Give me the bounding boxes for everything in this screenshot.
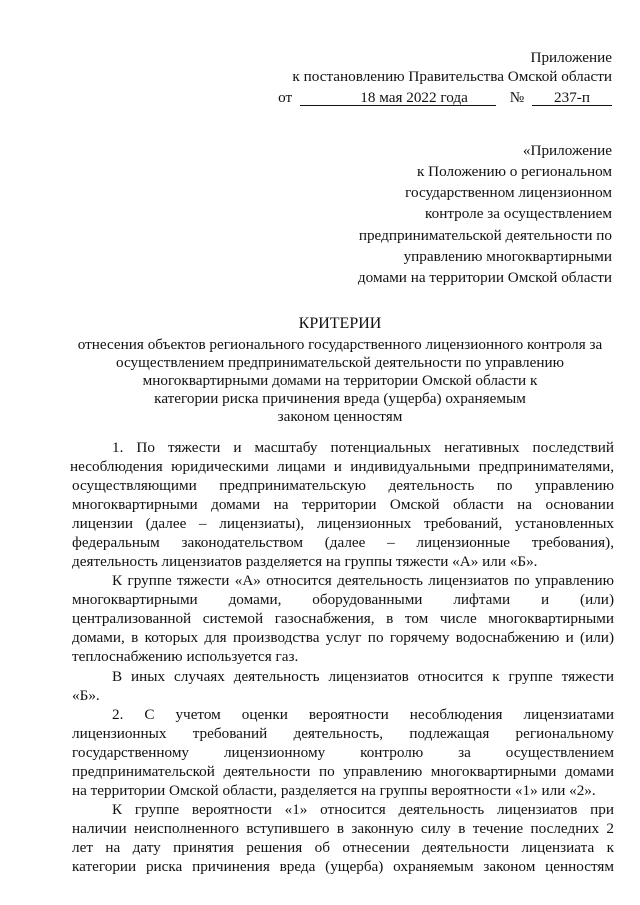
annex-line: домами на территории Омской области bbox=[357, 269, 612, 286]
text-line: лицензии (далее – лицензиаты), лицензионных требований, установленных bbox=[72, 515, 614, 532]
paragraph-4 bbox=[72, 705, 614, 800]
title-line: осуществлением предпринимательской деятельности по управлению bbox=[116, 354, 564, 371]
resolution-date: 18 мая 2022 года bbox=[300, 90, 496, 106]
text-line: категории риска причинения вреда (ущерба) охраняемым законом ценностям bbox=[72, 858, 614, 875]
text-line: многоквартирными домами на территории Омской области на основании bbox=[72, 496, 614, 513]
annex-line: к Положению о региональном bbox=[417, 163, 612, 180]
text-line: «Б». bbox=[72, 687, 100, 704]
resolution-number: 237-п bbox=[532, 90, 612, 106]
number-prefix: № bbox=[509, 89, 525, 106]
title-line: многоквартирными домами на территории Омской области к bbox=[142, 372, 538, 389]
annex-label: Приложение bbox=[530, 49, 612, 66]
paragraph-3 bbox=[72, 667, 614, 705]
text-line: 2. С учетом оценки вероятности несоблюдения лицензиатами bbox=[112, 706, 614, 723]
text-line: лет на дату принятия решения об отнесении деятельности лицензиата к bbox=[72, 839, 614, 856]
text-line: наличии неисполненного вступившего в законную силу в течение последних 2 bbox=[72, 820, 614, 837]
text-line: осуществляющими предпринимательскую деятельность по управлению bbox=[72, 477, 614, 494]
text-line: В иных случаях деятельность лицензиатов относится к группе тяжести bbox=[112, 668, 614, 685]
title-line: законом ценностям bbox=[277, 408, 403, 425]
paragraph-1 bbox=[72, 438, 614, 571]
text-line: несоблюдения юридическими лицами и индивидуальными предпринимателями, bbox=[70, 458, 614, 475]
text-line: деятельность лицензиатов разделяется на группы тяжести «А» или «Б». bbox=[72, 553, 538, 570]
text-line: К группе тяжести «А» относится деятельность лицензиатов по управлению bbox=[112, 572, 614, 589]
text-line: лицензионных требований деятельность, подлежащая региональному bbox=[72, 725, 614, 742]
text-line: К группе вероятности «1» относится деятельность лицензиатов при bbox=[112, 801, 614, 818]
resolution-reference: к постановлению Правительства Омской области bbox=[292, 68, 612, 85]
annex-line: предпринимательской деятельности по bbox=[358, 227, 612, 244]
from-prefix: от bbox=[278, 89, 293, 106]
text-line: предпринимательской деятельности по управлению многоквартирными домами bbox=[72, 763, 614, 780]
annex-line: «Приложение bbox=[522, 142, 612, 159]
document-heading: КРИТЕРИИ bbox=[298, 315, 382, 332]
text-line: государственному лицензионному контролю за осуществлением bbox=[72, 744, 614, 761]
date-number-line bbox=[278, 88, 612, 107]
title-line: категории риска причинения вреда (ущерба) охраняемым bbox=[154, 390, 526, 407]
text-line: 1. По тяжести и масштабу потенциальных негативных последствий bbox=[112, 439, 614, 456]
text-line: теплоснабжению используется газ. bbox=[72, 648, 299, 665]
annex-line: контроле за осуществлением bbox=[425, 205, 612, 222]
text-line: централизованной системой газоснабжения, в том числе многоквартирными bbox=[72, 610, 614, 627]
text-line: на территории Омской области, разделяется на группы вероятности «1» или «2». bbox=[72, 782, 596, 799]
text-line: домами, в которых для производства услуг по горячему водоснабжению и (или) bbox=[72, 629, 614, 646]
text-line: федеральным законодательством (далее – лицензионные требования), bbox=[72, 534, 614, 551]
text-line: многоквартирными домами, оборудованными лифтами и (или) bbox=[72, 591, 614, 608]
annex-line: государственном лицензионном bbox=[405, 184, 612, 201]
paragraph-5 bbox=[72, 800, 614, 876]
annex-line: управлению многоквартирными bbox=[403, 248, 612, 265]
title-line: отнесения объектов регионального государственного лицензионного контроля за bbox=[77, 336, 603, 353]
paragraph-2 bbox=[72, 571, 614, 666]
